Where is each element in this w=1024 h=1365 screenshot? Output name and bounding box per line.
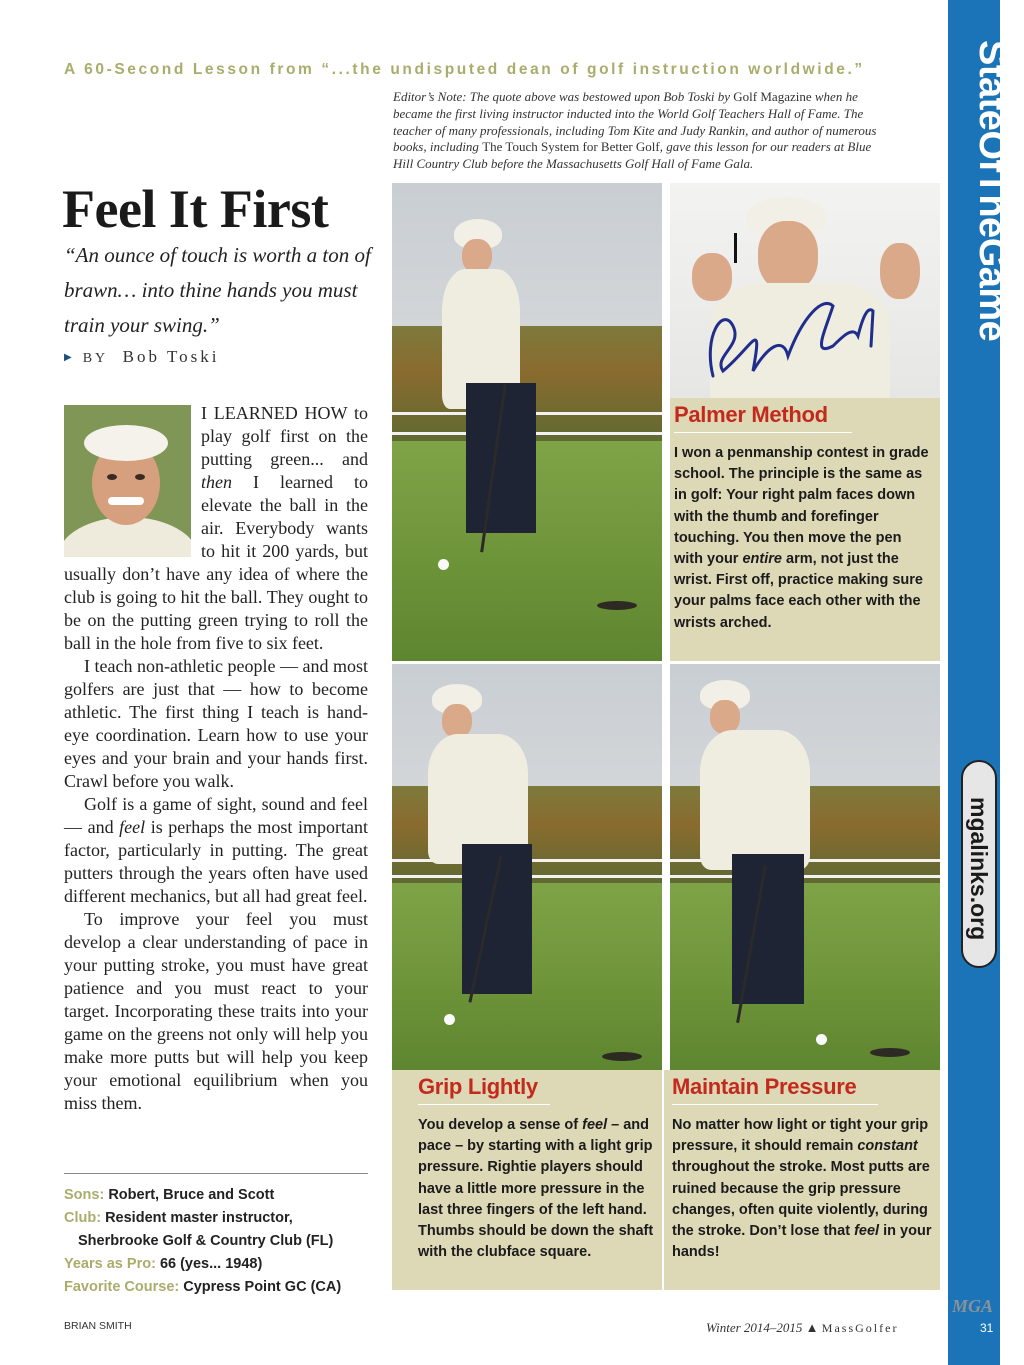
caption-title: Grip Lightly [418,1074,538,1099]
divider [64,1173,368,1174]
fact-row: Years as Pro: 66 (yes... 1948) [64,1256,263,1272]
lead-in: I LEARNED HOW [201,403,348,423]
editors-note-text: Editor’s Note: The quote above was bestowed upon Bob Toski by [393,89,734,104]
body-paragraph: I LEARNED HOW to play golf first on the putting green... and then I learned to elevate the ball in the air. Everybody wants to hit it 200 yards, but usually don’t have any idea of where the club is going to hit the ball. They ought to be on the putting green trying to roll the ball in the hole from five to six feet. [64,403,368,653]
fact-row: Favorite Course: Cypress Point GC (CA) [64,1279,342,1295]
website-url: mgalinks.org [961,760,997,968]
caption-box-pressure [664,1070,940,1290]
editors-note-text-3: , gave this lesson for our readers at Blue Hill Country Club before the Massachusetts Golf Hall of Fame Gala. [393,139,872,172]
section-title: StateOfTheGame [971,40,1013,342]
body-paragraph: To improve your feel you must develop a clear understanding of pace in your putting stroke, you must have great patience and you must react to your target. Incorporating these traits into your game on the greens not only will help you make more putts but will help you keep your emotional equilibrium when you miss them. [64,909,368,1113]
pull-quote: “An ounce of touch is worth a ton of brawn… into thine hands you must train your swing.” [64,243,371,337]
mga-logo: MGA [952,1296,994,1316]
folio: Winter 2014–2015 ▲ MassGolfer [706,1320,899,1335]
photo-credit: BRIAN SMITH [64,1320,132,1332]
body-paragraph: Golf is a game of sight, sound and feel — and feel is perhaps the most important factor, particularly in putting. The great putters through the years often have used different mechanics, but all had great feel. [64,794,368,906]
byline [64,347,219,367]
caption-text: You develop a sense of feel – and pace – by starting with a light grip pressure. Rightie players should have a little more pressure in the last three fingers of the left hand. Thumbs should be down the shaft with the clubface square. [418,1117,654,1261]
caption-title: Palmer Method [674,402,828,427]
caption-title: Maintain Pressure [672,1074,857,1099]
fact-box [64,1184,374,1299]
editors-note-magazine: Golf Magazine [733,89,812,104]
caption-box-palmer [670,398,940,661]
editors-note-book: The Touch System for Better Golf [482,139,660,155]
editors-note [393,89,893,173]
kicker-line: A 60-Second Lesson from “...the undisputed dean of golf instruction worldwide.” [64,61,865,78]
caption-text: I won a penmanship contest in grade school. The principle is the same as in golf: Your right palm faces down with the thumb and forefinger touching. You then move the pen with your entire arm, not just the wrist. First off, practice making sure your palms face each other with the wrists arched. [674,445,929,631]
fact-row: Club: Resident master instructor, [64,1210,293,1226]
byline-author: Bob Toski [122,347,220,366]
grip-lightly-photo [392,664,662,1070]
page-number: 31 [980,1321,994,1335]
editors-note-text-2: when he became the first living instructor inducted into the World Golf Teachers Hall of Fame. The teacher of many professionals, including Tom Kite and Judy Rankin, and author of numerous books, including [393,89,877,155]
caption-text: No matter how light or tight your grip pressure, it should remain constant throughout the stroke. Most putts are ruined because the grip pressure changes, often quite violently, during the stroke. Don’t lose that feel in your hands! [672,1117,932,1261]
signature-image [693,276,893,396]
body-paragraph: I teach non-athletic people — and most golfers are just that — how to become athletic. The first thing I teach is hand-eye coordination. Learn how to use your eyes and your brain and your hands first. Crawl before you walk. [64,656,368,791]
caption-box-grip [392,1070,662,1290]
club-icon: ▲ [805,1320,819,1335]
article-headline: Feel It First [62,179,329,239]
maintain-pressure-photo [670,664,940,1070]
putting-stance-photo [392,183,662,661]
byline-by: BY [82,351,109,366]
fact-row: Sons: Robert, Bruce and Scott [64,1187,275,1203]
triangle-bullet-icon: ▶ [64,352,75,363]
fact-row-continued: Sherbrooke Golf & Country Club (FL) [78,1233,334,1249]
article-body [64,402,368,1115]
